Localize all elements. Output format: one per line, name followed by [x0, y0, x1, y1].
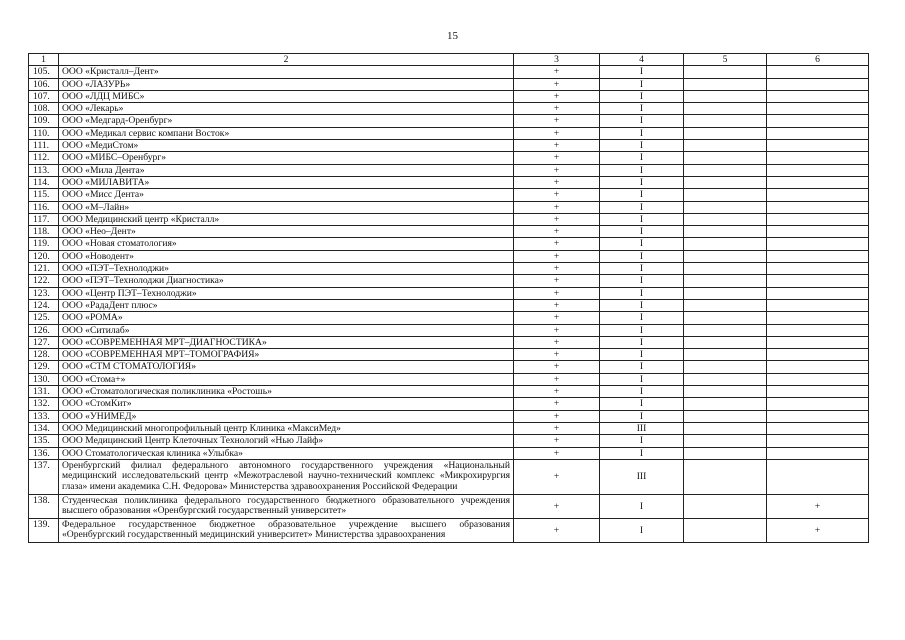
column-6-cell: [767, 447, 869, 459]
table-row: [29, 201, 869, 213]
column-4-cell: I: [600, 66, 684, 78]
row-number-cell: 133.: [29, 410, 59, 422]
organization-name-cell: ООО Стоматологическая клиника «Улыбка»: [59, 447, 514, 459]
column-5-cell: [684, 103, 767, 115]
column-3-cell: +: [514, 189, 600, 201]
column-3-cell: +: [514, 263, 600, 275]
row-number-cell: 122.: [29, 275, 59, 287]
column-5-cell: [684, 90, 767, 102]
column-4-cell: I: [600, 176, 684, 188]
table-row: [29, 78, 869, 90]
organization-name-cell: ООО Медицинский многопрофильный центр Клиника «МаксиМед»: [59, 422, 514, 434]
table-row: [29, 398, 869, 410]
row-number-cell: 124.: [29, 299, 59, 311]
row-number-cell: 110.: [29, 127, 59, 139]
column-5-cell: [684, 226, 767, 238]
column-3-cell: +: [514, 115, 600, 127]
column-6-cell: [767, 201, 869, 213]
row-number-cell: 105.: [29, 66, 59, 78]
column-5-cell: [684, 287, 767, 299]
organization-name-cell: ООО «Новодент»: [59, 250, 514, 262]
organization-name-cell: ООО «СТМ СТОМАТОЛОГИЯ»: [59, 361, 514, 373]
column-4-cell: I: [600, 373, 684, 385]
column-5-cell: [684, 518, 767, 542]
column-4-cell: I: [600, 518, 684, 542]
column-6-cell: [767, 299, 869, 311]
column-3-cell: +: [514, 226, 600, 238]
organization-name-cell: ООО «СОВРЕМЕННАЯ МРТ–ДИАГНОСТИКА»: [59, 336, 514, 348]
column-6-cell: [767, 213, 869, 225]
column-5-cell: [684, 127, 767, 139]
column-3-cell: +: [514, 127, 600, 139]
column-header-6: 6: [767, 54, 869, 66]
column-5-cell: [684, 299, 767, 311]
table-row: [29, 312, 869, 324]
column-4-cell: I: [600, 115, 684, 127]
page-number: 15: [447, 30, 458, 42]
table-row: [29, 226, 869, 238]
column-4-cell: I: [600, 250, 684, 262]
column-5-cell: [684, 152, 767, 164]
column-5-cell: [684, 349, 767, 361]
column-6-cell: [767, 336, 869, 348]
column-6-cell: [767, 435, 869, 447]
table-row: [29, 275, 869, 287]
column-4-cell: I: [600, 213, 684, 225]
organization-name-cell: ООО «Нео–Дент»: [59, 226, 514, 238]
organization-name-cell: ООО Медицинский Центр Клеточных Технологий «Нью Лайф»: [59, 435, 514, 447]
column-5-cell: [684, 66, 767, 78]
organization-name-cell: Федеральное государственное бюджетное образовательное учреждение высшего образования «Оренбургский государственный медицинский университет» Министерства здравоохранения: [59, 518, 514, 542]
table-row: [29, 66, 869, 78]
column-3-cell: +: [514, 103, 600, 115]
organization-name-cell: ООО «Мисс Дента»: [59, 189, 514, 201]
row-number-cell: 132.: [29, 398, 59, 410]
row-number-cell: 121.: [29, 263, 59, 275]
column-4-cell: I: [600, 275, 684, 287]
column-5-cell: [684, 361, 767, 373]
row-number-cell: 111.: [29, 140, 59, 152]
column-6-cell: [767, 115, 869, 127]
column-5-cell: [684, 447, 767, 459]
row-number-cell: 117.: [29, 213, 59, 225]
table-row: [29, 459, 869, 494]
column-6-cell: +: [767, 518, 869, 542]
row-number-cell: 131.: [29, 386, 59, 398]
column-6-cell: [767, 287, 869, 299]
column-6-cell: [767, 140, 869, 152]
organization-name-cell: ООО «Ситилаб»: [59, 324, 514, 336]
row-number-cell: 107.: [29, 90, 59, 102]
column-3-cell: +: [514, 410, 600, 422]
row-number-cell: 119.: [29, 238, 59, 250]
row-number-cell: 108.: [29, 103, 59, 115]
organization-name-cell: ООО «Центр ПЭТ–Технолоджи»: [59, 287, 514, 299]
column-3-cell: +: [514, 176, 600, 188]
column-header-2: 2: [59, 54, 514, 66]
row-number-cell: 125.: [29, 312, 59, 324]
column-3-cell: +: [514, 250, 600, 262]
table-row: [29, 373, 869, 385]
column-3-cell: +: [514, 152, 600, 164]
column-number-row: [29, 54, 869, 66]
column-3-cell: +: [514, 287, 600, 299]
organization-name-cell: ООО «Кристалл–Дент»: [59, 66, 514, 78]
organization-name-cell: ООО «Медгард-Оренбург»: [59, 115, 514, 127]
row-number-cell: 115.: [29, 189, 59, 201]
row-number-cell: 137.: [29, 459, 59, 494]
column-6-cell: [767, 152, 869, 164]
organization-name-cell: ООО «РОМА»: [59, 312, 514, 324]
column-5-cell: [684, 435, 767, 447]
row-number-cell: 123.: [29, 287, 59, 299]
table-row: [29, 189, 869, 201]
table-row: [29, 447, 869, 459]
table-row: [29, 299, 869, 311]
column-3-cell: +: [514, 312, 600, 324]
column-3-cell: +: [514, 349, 600, 361]
column-5-cell: [684, 410, 767, 422]
column-3-cell: +: [514, 275, 600, 287]
organization-name-cell: ООО «Лекарь»: [59, 103, 514, 115]
column-6-cell: [767, 90, 869, 102]
column-4-cell: I: [600, 312, 684, 324]
column-6-cell: [767, 324, 869, 336]
organization-name-cell: ООО «Стома+»: [59, 373, 514, 385]
row-number-cell: 118.: [29, 226, 59, 238]
table-row: [29, 494, 869, 518]
column-3-cell: +: [514, 238, 600, 250]
column-5-cell: [684, 494, 767, 518]
column-6-cell: [767, 263, 869, 275]
row-number-cell: 138.: [29, 494, 59, 518]
column-4-cell: I: [600, 127, 684, 139]
column-6-cell: [767, 275, 869, 287]
row-number-cell: 112.: [29, 152, 59, 164]
organization-name-cell: Оренбургский филиал федерального автономного государственного учреждения «Национальный медицинский исследовательский центр «Межотраслевой научно-технический комплекс «Микрохирургия глаза» имени академика С.Н. Федорова» Министерства здравоохранения Российской Федерации: [59, 459, 514, 494]
column-4-cell: I: [600, 201, 684, 213]
column-header-1: 1: [29, 54, 59, 66]
organization-name-cell: ООО «МИБС–Оренбург»: [59, 152, 514, 164]
column-6-cell: [767, 189, 869, 201]
row-number-cell: 114.: [29, 176, 59, 188]
column-6-cell: [767, 373, 869, 385]
column-5-cell: [684, 140, 767, 152]
column-header-3: 3: [514, 54, 600, 66]
column-3-cell: +: [514, 518, 600, 542]
table-row: [29, 115, 869, 127]
column-5-cell: [684, 176, 767, 188]
organization-name-cell: ООО «РадаДент плюс»: [59, 299, 514, 311]
column-4-cell: III: [600, 422, 684, 434]
column-6-cell: [767, 398, 869, 410]
column-3-cell: +: [514, 140, 600, 152]
table-row: [29, 263, 869, 275]
table-row: [29, 361, 869, 373]
column-3-cell: +: [514, 422, 600, 434]
column-6-cell: [767, 410, 869, 422]
table-row: [29, 435, 869, 447]
table-row: [29, 103, 869, 115]
column-6-cell: [767, 127, 869, 139]
column-6-cell: [767, 386, 869, 398]
table-row: [29, 336, 869, 348]
row-number-cell: 128.: [29, 349, 59, 361]
column-4-cell: I: [600, 324, 684, 336]
column-5-cell: [684, 422, 767, 434]
table-row: [29, 164, 869, 176]
column-3-cell: +: [514, 78, 600, 90]
column-6-cell: [767, 238, 869, 250]
registry-table: [28, 53, 869, 543]
table-row: [29, 410, 869, 422]
column-3-cell: +: [514, 201, 600, 213]
column-5-cell: [684, 78, 767, 90]
row-number-cell: 116.: [29, 201, 59, 213]
column-4-cell: I: [600, 494, 684, 518]
organization-name-cell: ООО «МИЛАВИТА»: [59, 176, 514, 188]
column-3-cell: +: [514, 90, 600, 102]
column-4-cell: I: [600, 287, 684, 299]
column-6-cell: [767, 226, 869, 238]
table-row: [29, 90, 869, 102]
column-6-cell: +: [767, 494, 869, 518]
row-number-cell: 106.: [29, 78, 59, 90]
organization-name-cell: ООО «СОВРЕМЕННАЯ МРТ–ТОМОГРАФИЯ»: [59, 349, 514, 361]
column-5-cell: [684, 275, 767, 287]
table-row: [29, 287, 869, 299]
column-4-cell: I: [600, 336, 684, 348]
column-3-cell: +: [514, 398, 600, 410]
column-6-cell: [767, 459, 869, 494]
row-number-cell: 139.: [29, 518, 59, 542]
column-3-cell: +: [514, 494, 600, 518]
column-4-cell: I: [600, 90, 684, 102]
row-number-cell: 134.: [29, 422, 59, 434]
column-4-cell: I: [600, 226, 684, 238]
organization-name-cell: ООО «Медикал сервис компани Восток»: [59, 127, 514, 139]
organization-name-cell: ООО «Мила Дента»: [59, 164, 514, 176]
column-3-cell: +: [514, 324, 600, 336]
row-number-cell: 135.: [29, 435, 59, 447]
column-6-cell: [767, 66, 869, 78]
column-3-cell: +: [514, 164, 600, 176]
column-4-cell: I: [600, 78, 684, 90]
column-5-cell: [684, 386, 767, 398]
column-5-cell: [684, 263, 767, 275]
row-number-cell: 129.: [29, 361, 59, 373]
table-row: [29, 140, 869, 152]
column-5-cell: [684, 312, 767, 324]
column-4-cell: III: [600, 459, 684, 494]
column-6-cell: [767, 422, 869, 434]
organization-name-cell: ООО «ПЭТ–Технолоджи Диагностика»: [59, 275, 514, 287]
row-number-cell: 126.: [29, 324, 59, 336]
organization-name-cell: ООО «УНИМЕД»: [59, 410, 514, 422]
column-header-5: 5: [684, 54, 767, 66]
column-4-cell: I: [600, 398, 684, 410]
column-3-cell: +: [514, 299, 600, 311]
column-5-cell: [684, 250, 767, 262]
organization-name-cell: ООО «ЛДЦ МИБС»: [59, 90, 514, 102]
column-5-cell: [684, 459, 767, 494]
column-3-cell: +: [514, 213, 600, 225]
column-3-cell: +: [514, 336, 600, 348]
column-6-cell: [767, 78, 869, 90]
organization-name-cell: Студенческая поликлиника федерального государственного бюджетного образовательного учреждения высшего образования «Оренбургский государственный университет»: [59, 494, 514, 518]
column-5-cell: [684, 201, 767, 213]
organization-name-cell: ООО «Стоматологическая поликлиника «Ростошь»: [59, 386, 514, 398]
column-5-cell: [684, 398, 767, 410]
column-3-cell: +: [514, 435, 600, 447]
column-4-cell: I: [600, 299, 684, 311]
column-3-cell: +: [514, 361, 600, 373]
column-6-cell: [767, 349, 869, 361]
column-5-cell: [684, 164, 767, 176]
column-4-cell: I: [600, 238, 684, 250]
column-5-cell: [684, 213, 767, 225]
table-row: [29, 127, 869, 139]
column-4-cell: I: [600, 152, 684, 164]
column-3-cell: +: [514, 373, 600, 385]
organization-name-cell: ООО «М–Лайн»: [59, 201, 514, 213]
table-row: [29, 349, 869, 361]
organization-name-cell: ООО «СтомКит»: [59, 398, 514, 410]
column-5-cell: [684, 189, 767, 201]
column-5-cell: [684, 238, 767, 250]
table-row: [29, 152, 869, 164]
row-number-cell: 109.: [29, 115, 59, 127]
table-row: [29, 324, 869, 336]
row-number-cell: 130.: [29, 373, 59, 385]
table-row: [29, 238, 869, 250]
column-6-cell: [767, 250, 869, 262]
table-row: [29, 250, 869, 262]
column-4-cell: I: [600, 349, 684, 361]
column-5-cell: [684, 373, 767, 385]
row-number-cell: 120.: [29, 250, 59, 262]
column-3-cell: +: [514, 66, 600, 78]
column-4-cell: I: [600, 164, 684, 176]
column-5-cell: [684, 115, 767, 127]
column-4-cell: I: [600, 410, 684, 422]
column-6-cell: [767, 312, 869, 324]
registry-table-body: [29, 54, 869, 543]
table-row: [29, 422, 869, 434]
column-3-cell: +: [514, 447, 600, 459]
column-4-cell: I: [600, 447, 684, 459]
organization-name-cell: ООО «ЛАЗУРЬ»: [59, 78, 514, 90]
organization-name-cell: ООО «МедиСтом»: [59, 140, 514, 152]
column-6-cell: [767, 103, 869, 115]
row-number-cell: 127.: [29, 336, 59, 348]
table-row: [29, 213, 869, 225]
column-4-cell: I: [600, 361, 684, 373]
column-4-cell: I: [600, 103, 684, 115]
table-row: [29, 386, 869, 398]
column-5-cell: [684, 336, 767, 348]
column-4-cell: I: [600, 140, 684, 152]
column-3-cell: +: [514, 459, 600, 494]
column-6-cell: [767, 164, 869, 176]
organization-name-cell: ООО Медицинский центр «Кристалл»: [59, 213, 514, 225]
table-row: [29, 176, 869, 188]
column-3-cell: +: [514, 386, 600, 398]
column-4-cell: I: [600, 386, 684, 398]
column-6-cell: [767, 361, 869, 373]
column-4-cell: I: [600, 263, 684, 275]
column-5-cell: [684, 324, 767, 336]
row-number-cell: 136.: [29, 447, 59, 459]
column-header-4: 4: [600, 54, 684, 66]
column-4-cell: I: [600, 435, 684, 447]
table-row: [29, 518, 869, 542]
column-4-cell: I: [600, 189, 684, 201]
organization-name-cell: ООО «Новая стоматология»: [59, 238, 514, 250]
organization-name-cell: ООО «ПЭТ–Технолоджи»: [59, 263, 514, 275]
column-6-cell: [767, 176, 869, 188]
row-number-cell: 113.: [29, 164, 59, 176]
